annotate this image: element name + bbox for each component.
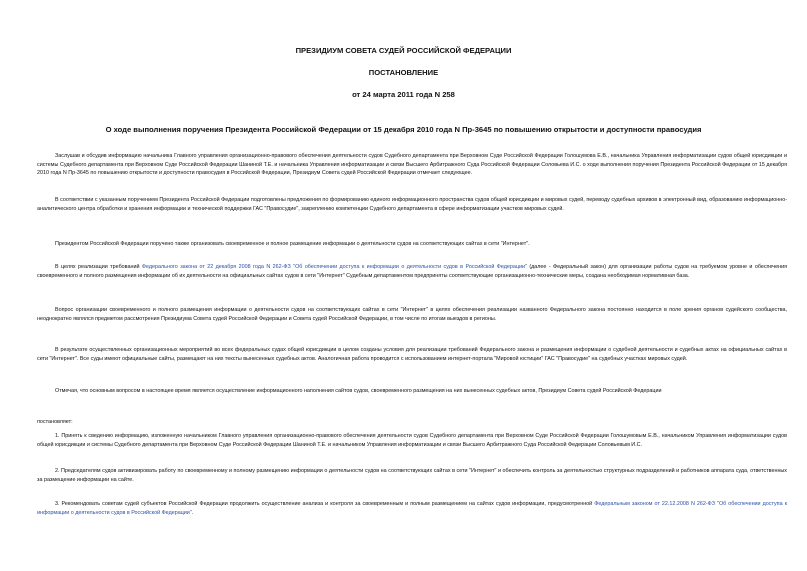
- federal-law-link-2[interactable]: Федеральным законом от 22.12.2008 N 262-ФЗ "Об обеспечении доступа к информации о деятельности судов в Российской Федерации": [37, 501, 787, 516]
- paragraph-7-text: Отмечая, что основным вопросом в настоящее время является осуществление информационного наполнения сайтов судов, своевременного размещения на них вынесенных судебных актов, Президиум Совета судей Российской Федерации: [55, 388, 662, 394]
- paragraph-4-text-end: (далее - Федеральный закон) для организации работы судов на требуемом уровне и обеспечения своевременного и полного размещения информации об их деятельности на официальных сайтах судов в сети "Интернет" Судебным департаментом предприняты соответствующие организационно-технические меры, создана необходимая нормативная база.: [37, 264, 787, 279]
- paragraph-3-text: Президентом Российской Федерации поручено также организовать своевременное и полное размещение информации о деятельности судов на соответствующих сайтах в сети "Интернет".: [55, 241, 530, 247]
- paragraph-4-text-start: В целях реализации требований: [55, 264, 142, 270]
- resolution-item-3: [37, 500, 787, 517]
- resolution-item-2-text: 2. Председателям судов активизировать работу по своевременному и полному размещению информации о деятельности судов на соответствующих сайтах в сети "Интернет" и обеспечить контроль за деятельностью структурных подразделений и работников аппарата суда, ответственных за размещение информации на сайте.: [37, 468, 787, 483]
- paragraph-6-text: В результате осуществленных организационных мероприятий во всех федеральных судах общей юрисдикции в целом созданы условия для реализации требований Федерального закона и размещения информации о судебной деятельности и судебных актах на официальных сайтах в сети "Интернет". Все суды имеют официальные сайты, размещают на них тексты вынесенных судебных актов. Аналогичная работа проводится с использованием интернет-портала "Мировой юстиции" ГАС "Правосудие" на судебных участках мировых судей.: [37, 347, 787, 362]
- paragraph-6: [37, 346, 787, 363]
- paragraph-2-text: В соответствии с указанным поручением Президента Российской Федерации подготовлены предложения по формированию единого информационного пространства судов общей юрисдикции и мировых судей, переводу судебных архивов в электронный вид, образованию информационно-аналитического центра обработки и хранения информации и технической поддержки ГАС "Правосудие", закреплению компетенции Судебного департамента в сфере информатизации участков мировых судей.: [37, 197, 787, 212]
- resolution-item-1-text: 1. Принять к сведению информацию, изложенную начальником Главного управления организационно-правового обеспечения деятельности судов Судебного департамента при Верховном Суде Российской Федерации Голошумовым Е.В., начальником Управления информатизации судов общей юрисдикции и системы Судебного департамента при Верховном Суде Российской Федерации Шаниной Т.Е. и начальником Управления информатизации и связи Высшего Арбитражного Суда Российской Федерации Соловьевым И.С.: [37, 433, 787, 448]
- issuer-heading: ПРЕЗИДИУМ СОВЕТА СУДЕЙ РОССИЙСКОЙ ФЕДЕРАЦИИ: [295, 46, 512, 55]
- paragraph-1-text: Заслушав и обсудив информацию начальника Главного управления организационно-правового обеспечения деятельности судов Судебного департамента при Верховном Суде Российской Федерации Голошумова Е.В., начальника Управления информатизации судов общей юрисдикции и системы Судебного департамента при Верховном Суде Российской Федерации Шаниной Т.Е. и начальника Управления информатизации и связи Высшего Арбитражного Суда Российской Федерации Соловьева И.С. о ходе выполнения поручения Президента Российской Федерации от 15 декабря 2010 года N Пр-3645 по повышению открытости и доступности правосудия в Российской Федерации, Президиум Совета судей Российской Федерации отмечает следующее.: [37, 153, 787, 177]
- paragraph-5: [37, 306, 787, 323]
- document-type: ПОСТАНОВЛЕНИЕ: [368, 68, 439, 77]
- paragraph-1: [37, 152, 787, 178]
- paragraph-4: [37, 263, 787, 280]
- document-title: О ходе выполнения поручения Президента Российской Федерации от 15 декабря 2010 года N Пр-3645 по повышению открытости и доступности правосудия: [105, 125, 702, 134]
- paragraph-2: [37, 196, 787, 213]
- resolution-item-3-text-start: 3. Рекомендовать советам судей субъектов Российской Федерации продолжить осуществление анализа и контроля за своевременным и полным размещением на сайтах судов информации, предусмотренной: [55, 501, 595, 507]
- resolution-item-1: [37, 432, 787, 449]
- resolution-item-2: [37, 467, 787, 484]
- resolves-label: постановляет:: [37, 419, 73, 425]
- paragraph-3: [37, 240, 787, 249]
- resolution-item-3-text-end: .: [191, 509, 194, 516]
- paragraph-5-text: Вопрос организации своевременного и полного размещения информации о деятельности судов на соответствующих сайтах в сети "Интернет" в целях обеспечения реализации названного Федерального закона постоянно находится в поле зрения органов судейского сообщества, неоднократно являлся предметом рассмотрения Президиума Совета судей Российской Федерации и Совета судей Российской Федерации, в том числе по итогам выездов в регионы.: [37, 307, 787, 322]
- document-date-number: от 24 марта 2011 года N 258: [352, 90, 455, 99]
- paragraph-7: [37, 387, 787, 396]
- federal-law-link[interactable]: Федерального закона от 22 декабря 2008 года N 262-ФЗ "Об обеспечении доступа к информации о деятельности судов в Российской Федерации": [141, 264, 527, 270]
